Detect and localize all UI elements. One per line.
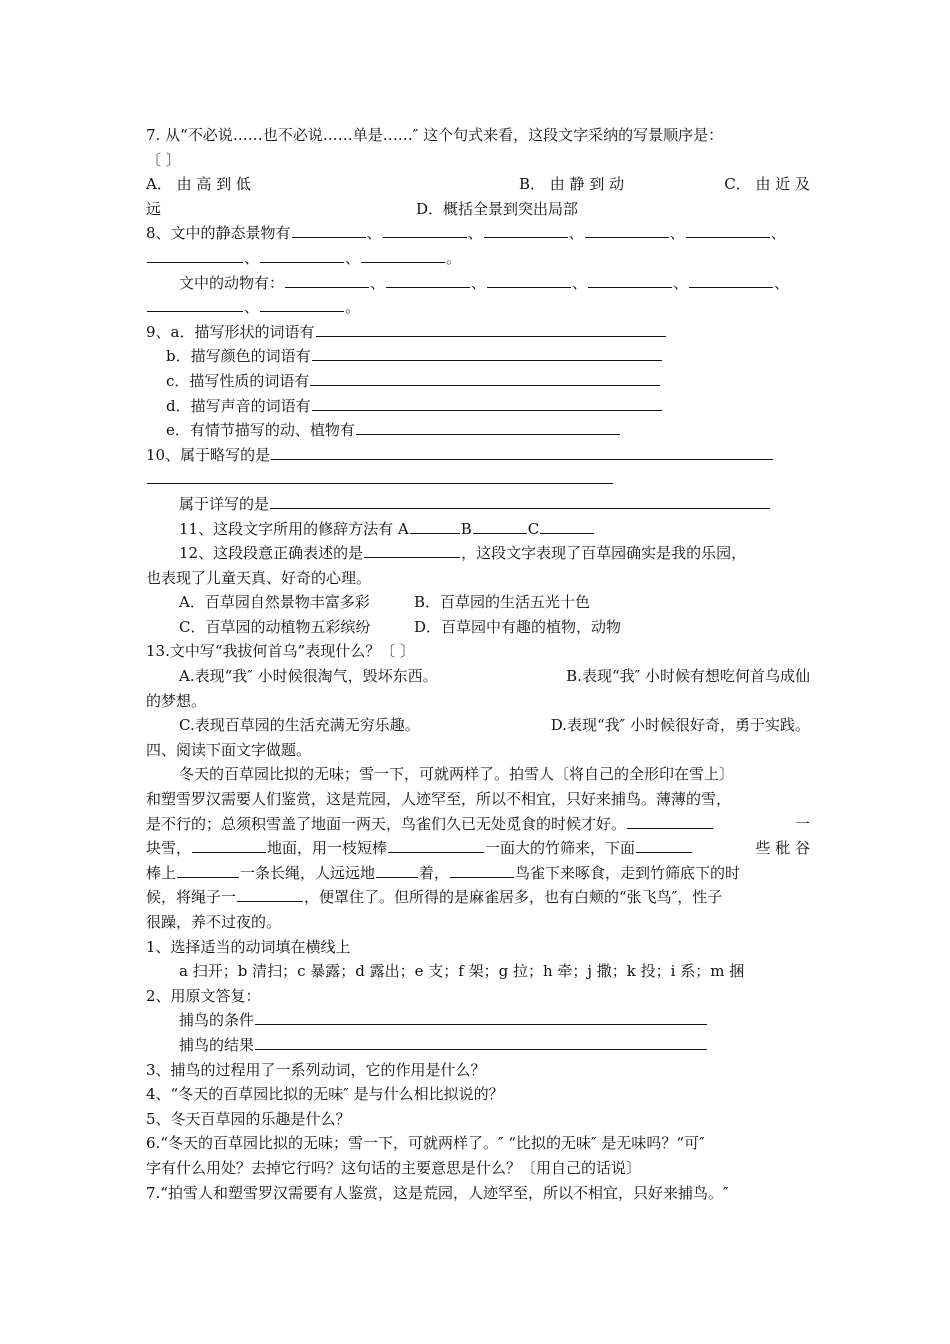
blank[interactable] bbox=[383, 222, 467, 238]
q9-a-label: 9、a．描写形状的词语有 bbox=[146, 322, 315, 341]
passage-line-3 bbox=[146, 812, 810, 837]
sep: 、 bbox=[669, 224, 685, 243]
q8-static-row bbox=[146, 221, 810, 246]
question-5: 5、冬天百草园的乐趣是什么？ bbox=[146, 1109, 351, 1128]
q9-b-label: b．描写颜色的词语有 bbox=[166, 347, 311, 366]
passage-text: 一条长绳，人远远地 bbox=[240, 863, 376, 882]
q12-options-cd bbox=[146, 615, 810, 640]
q9-d-row bbox=[146, 394, 810, 419]
q12-rest: ，这段文字表现了百草园确实是我的乐园， bbox=[461, 544, 747, 563]
blank[interactable] bbox=[588, 272, 672, 288]
q10-brief-label: 10、属于略写的是 bbox=[146, 445, 271, 464]
q7-stem: 7. 从“不必说……也不必说……单是……″ 这个句式来看，这段文字采纳的写景顺序是： bbox=[146, 126, 724, 144]
passage-text: 些 秕 谷 bbox=[755, 839, 810, 858]
q8-static-label: 8、文中的静态景物有 bbox=[146, 224, 291, 243]
q10-brief-row2 bbox=[146, 467, 810, 492]
blank[interactable] bbox=[271, 444, 773, 460]
q7-option-b: B． 由 静 到 动 bbox=[519, 175, 625, 194]
question-2-result-row bbox=[146, 1033, 810, 1058]
q13-option-b-cont: 的梦想。 bbox=[146, 691, 207, 710]
passage-text: 候，将绳子一 bbox=[146, 888, 237, 907]
blank[interactable] bbox=[585, 222, 669, 238]
blank[interactable] bbox=[147, 296, 243, 312]
passage-text: 地面，用一枝短棒 bbox=[267, 839, 388, 858]
sep: 。 bbox=[446, 248, 462, 267]
q9-e-label: e．有情节描写的动、植物有 bbox=[166, 421, 355, 440]
question-6-line2: 字有什么用处？去掉它行吗？这句话的主要意思是什么？〔用自己的话说〕 bbox=[146, 1158, 642, 1177]
q7-option-a: A． 由 高 到 低 bbox=[146, 175, 251, 194]
blank[interactable] bbox=[177, 862, 239, 878]
blank[interactable] bbox=[255, 1009, 707, 1025]
q8-static-row2 bbox=[146, 246, 810, 271]
question-6-line1: 6.“冬天的百草园比拟的无味；雪一下，可就两样了。″ “比拟的无味″ 是无味吗？“可″ bbox=[146, 1134, 705, 1153]
blank[interactable] bbox=[192, 837, 266, 853]
passage-line-2: 和塑雪罗汉需要人们鉴赏，这是荒园，人迹罕至，所以不相宜，只好来捕鸟。薄薄的雪， bbox=[146, 790, 732, 809]
passage-line-5 bbox=[146, 861, 810, 886]
blank[interactable] bbox=[285, 272, 369, 288]
passage-line-4 bbox=[146, 836, 810, 861]
q2-result-label: 捕鸟的结果 bbox=[179, 1035, 255, 1054]
q11-label: 11、这段文字所用的修辞方法有 A bbox=[179, 519, 409, 538]
blank[interactable] bbox=[255, 1034, 707, 1050]
q7-option-c: C． 由 近 及 bbox=[724, 175, 810, 194]
sep: 、 bbox=[244, 298, 260, 317]
q9-b-row bbox=[146, 344, 810, 369]
passage-text: 一面大的竹筛来，下面 bbox=[485, 839, 636, 858]
blank[interactable] bbox=[270, 493, 770, 509]
q12-option-b: B．百草园的生活五光十色 bbox=[414, 593, 591, 612]
question-3: 3、捕鸟的过程用了一系列动词，它的作用是什么？ bbox=[146, 1060, 486, 1079]
sep: 。 bbox=[345, 298, 361, 317]
passage-text: 块雪， bbox=[146, 839, 192, 858]
q9-e-row bbox=[146, 418, 810, 443]
blank[interactable] bbox=[636, 837, 692, 853]
q7-options-row2 bbox=[146, 197, 810, 222]
question-7: 7.“拍雪人和塑雪罗汉需要有人鉴赏，这是荒园，人迹罕至，所以不相宜，只好来捕鸟。″ bbox=[146, 1183, 729, 1202]
blank[interactable] bbox=[450, 862, 514, 878]
q10-detail-row bbox=[146, 492, 810, 517]
blank[interactable] bbox=[484, 222, 568, 238]
passage-text: 棒上 bbox=[146, 863, 177, 882]
sep: 、 bbox=[244, 248, 260, 267]
blank[interactable] bbox=[686, 222, 770, 238]
blank[interactable] bbox=[312, 395, 662, 411]
q12-row bbox=[146, 541, 810, 566]
q13-option-b: B.表现“我″ 小时候有想吃何首乌成仙 bbox=[566, 667, 810, 686]
q8-animal-row2 bbox=[146, 295, 810, 320]
blank[interactable] bbox=[376, 862, 418, 878]
q7-answer-paren: 〔 〕 bbox=[146, 150, 181, 169]
section4-heading: 四、阅读下面文字做题。 bbox=[146, 740, 312, 759]
passage-text: 着， bbox=[419, 863, 450, 882]
q11-row bbox=[146, 517, 810, 542]
q13-options-ab bbox=[146, 664, 810, 689]
sep: 、 bbox=[770, 224, 786, 243]
sep: 、 bbox=[370, 273, 386, 292]
sep: 、 bbox=[572, 273, 588, 292]
blank[interactable] bbox=[312, 345, 662, 361]
q13-options-cd bbox=[146, 713, 810, 738]
worksheet-page bbox=[146, 123, 810, 1205]
q2-condition-label: 捕鸟的条件 bbox=[179, 1011, 255, 1030]
blank[interactable] bbox=[260, 296, 344, 312]
q8-animal-row bbox=[146, 271, 810, 296]
blank[interactable] bbox=[292, 222, 366, 238]
question-4: 4、“冬天的百草园比拟的无味″ 是与什么相比拟说的？ bbox=[146, 1085, 504, 1104]
blank[interactable] bbox=[361, 247, 445, 263]
blank[interactable] bbox=[689, 272, 773, 288]
blank[interactable] bbox=[388, 837, 484, 853]
blank[interactable] bbox=[147, 468, 613, 484]
q8-animal-label: 文中的动物有： bbox=[179, 273, 285, 292]
q13-option-a: A.表现“我″ 小时候很淘气，毁坏东西。 bbox=[179, 667, 438, 686]
sep: 、 bbox=[673, 273, 689, 292]
q12-label: 12、这段段意正确表述的是 bbox=[179, 544, 364, 563]
q7-option-c-cont: 远 bbox=[146, 199, 162, 218]
question-2: 2、用原文答复： bbox=[146, 986, 261, 1005]
q10-detail-label: 属于详写的是 bbox=[179, 494, 270, 513]
blank[interactable] bbox=[540, 518, 594, 534]
blank[interactable] bbox=[364, 542, 460, 558]
blank[interactable] bbox=[237, 886, 303, 902]
blank[interactable] bbox=[410, 518, 460, 534]
passage-line-6 bbox=[146, 885, 810, 910]
q12-option-a: A．百草园自然景物丰富多彩 bbox=[179, 593, 370, 612]
blank[interactable] bbox=[147, 247, 243, 263]
blank[interactable] bbox=[386, 272, 470, 288]
q9-d-label: d．描写声音的词语有 bbox=[166, 396, 311, 415]
q9-a-row bbox=[146, 320, 810, 345]
sep: 、 bbox=[366, 224, 382, 243]
blank[interactable] bbox=[260, 247, 344, 263]
q10-brief-row bbox=[146, 443, 810, 468]
q9-c-row bbox=[146, 369, 810, 394]
sep: 、 bbox=[467, 224, 483, 243]
blank[interactable] bbox=[487, 272, 571, 288]
blank[interactable] bbox=[310, 370, 660, 386]
passage-text: 是不行的；总须积雪盖了地面一两天，鸟雀们久已无处觅食的时候才好。 bbox=[146, 814, 627, 833]
blank[interactable] bbox=[627, 813, 713, 829]
passage-line-1: 冬天的百草园比拟的无味；雪一下，可就两样了。拍雪人〔将自己的全形印在雪上〕 bbox=[179, 765, 735, 784]
q11-b: B bbox=[460, 519, 472, 538]
q13-stem: 13.文中写“我拔何首乌”表现什么？〔 〕 bbox=[146, 642, 415, 661]
question-1-options: a 扫开；b 清扫；c 暴露；d 露出；e 支；f 架；g 拉；h 牵；j 撒；k 投；i 系；m 捆 bbox=[179, 962, 745, 981]
blank[interactable] bbox=[356, 419, 620, 435]
q12-option-c: C．百草园的动植物五彩缤纷 bbox=[179, 617, 371, 636]
passage-text: ，便罩住了。但所得的是麻雀居多，也有白颊的“张飞鸟″，性子 bbox=[304, 888, 723, 907]
passage-line-7: 很躁，养不过夜的。 bbox=[146, 913, 282, 931]
sep: 、 bbox=[774, 273, 790, 292]
sep: 、 bbox=[568, 224, 584, 243]
blank[interactable] bbox=[473, 518, 527, 534]
q11-c: C bbox=[527, 519, 540, 538]
sep: 、 bbox=[345, 248, 361, 267]
question-1: 1、选择适当的动词填在横线上 bbox=[146, 937, 351, 956]
sep: 、 bbox=[471, 273, 487, 292]
q9-c-label: c．描写性质的词语有 bbox=[166, 371, 310, 390]
q12-option-d: D．百草园中有趣的植物，动物 bbox=[414, 617, 622, 636]
q13-option-d: D.表现“我″ 小时候很好奇，勇于实践。 bbox=[550, 716, 810, 735]
q12-line2: 也表现了儿童天真、好奇的心理。 bbox=[146, 568, 372, 587]
passage-text: 鸟雀下来啄食，走到竹筛底下的时 bbox=[515, 863, 741, 882]
blank[interactable] bbox=[316, 321, 666, 337]
q7-options-row1 bbox=[146, 172, 810, 197]
q7-option-d: D．概括全景到突出局部 bbox=[416, 199, 579, 218]
question-2-condition-row bbox=[146, 1008, 810, 1033]
q13-option-c: C.表现百草园的生活充满无穷乐趣。 bbox=[179, 716, 420, 735]
q12-options-ab bbox=[146, 590, 810, 615]
passage-text: 一 bbox=[794, 814, 810, 833]
